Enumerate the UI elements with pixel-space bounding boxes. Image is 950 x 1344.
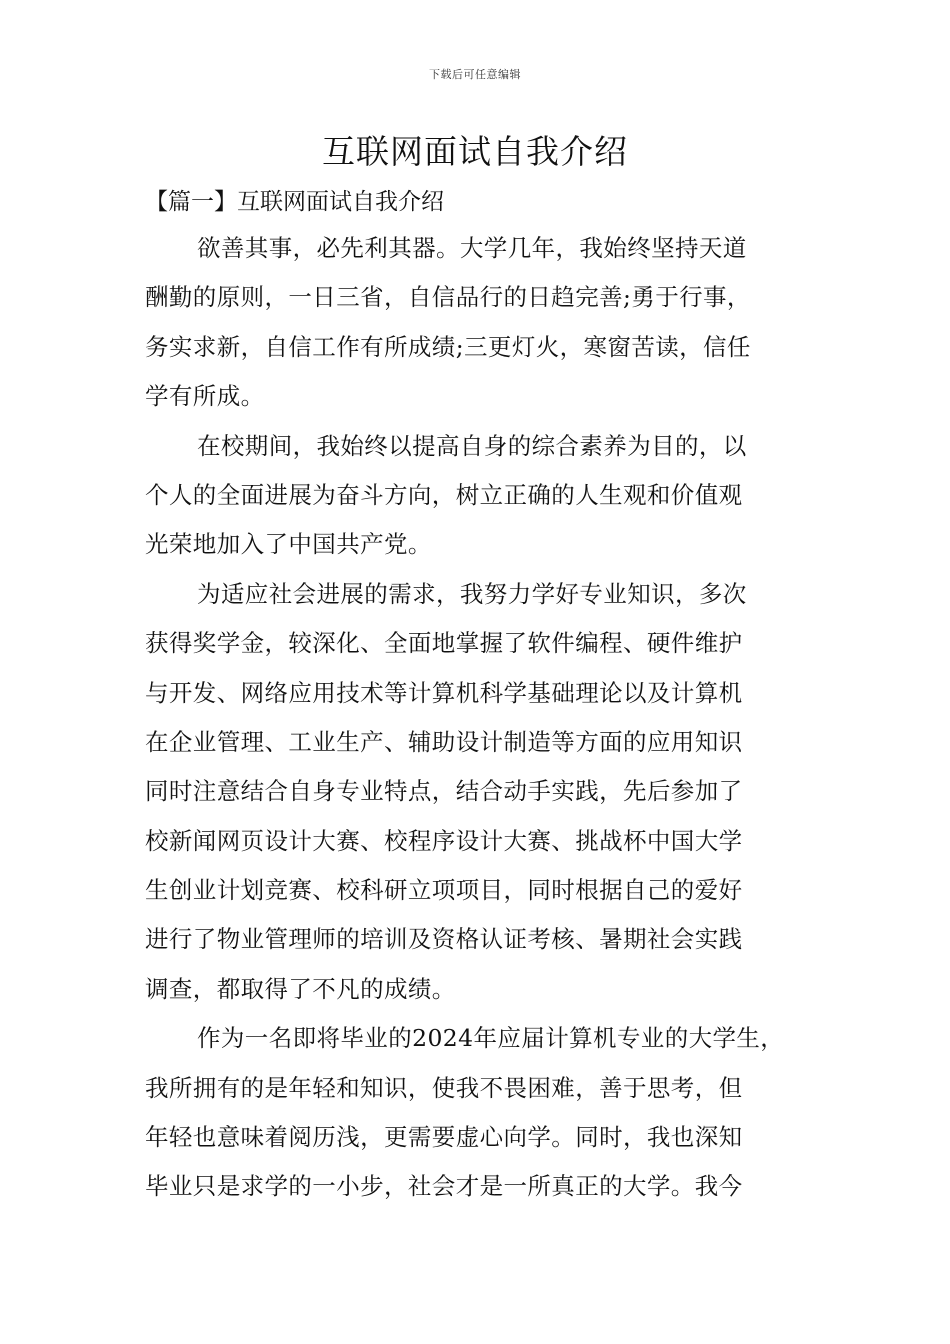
document-title: 互联网面试自我介绍: [322, 132, 628, 171]
paragraph-line: 同时注意结合自身专业特点，结合动手实践，先后参加了: [145, 777, 743, 806]
header-note: 下载后可任意编辑: [429, 68, 521, 81]
paragraph-line: 调查，都取得了不凡的成绩。: [145, 974, 456, 1003]
paragraph-line: 作为一名即将毕业的2024年应届计算机专业的大学生，: [197, 1024, 785, 1053]
paragraph-line: 酬勤的原则，一日三省，自信品行的日趋完善;勇于行事，: [145, 283, 751, 312]
section-heading: 【篇一】互联网面试自我介绍: [145, 189, 444, 215]
paragraph-line: 年轻也意味着阅历浅，更需要虚心向学。同时，我也深知: [145, 1123, 743, 1152]
body-text: [145, 224, 807, 1212]
paragraph-line: 在企业管理、工业生产、辅助设计制造等方面的应用知识: [145, 727, 743, 756]
paragraph-line: 校新闻网页设计大赛、校程序设计大赛、挑战杯中国大学: [145, 826, 743, 855]
paragraph-line: 务实求新，自信工作有所成绩;三更灯火，寒窗苦读，信任: [145, 332, 751, 361]
paragraph-line: 欲善其事，必先利其器。大学几年，我始终坚持天道: [197, 234, 747, 262]
paragraph-line: 学有所成。: [145, 382, 265, 411]
paragraph-line: 个人的全面进展为奋斗方向，树立正确的人生观和价值观: [145, 480, 743, 509]
paragraph-line: 进行了物业管理师的培训及资格认证考核、暑期社会实践: [145, 925, 743, 954]
paragraph-line: 与开发、网络应用技术等计算机科学基础理论以及计算机: [145, 678, 743, 707]
paragraph-line: 毕业只是求学的一小步，社会才是一所真正的大学。我今: [145, 1172, 743, 1201]
paragraph-line: 光荣地加入了中国共产党。: [145, 530, 432, 559]
paragraph-line: 生创业计划竞赛、校科研立项项目，同时根据自己的爱好: [145, 876, 743, 905]
paragraph-line: 我所拥有的是年轻和知识，使我不畏困难，善于思考，但: [145, 1073, 743, 1102]
paragraph-line: 在校期间，我始终以提高自身的综合素养为目的，以: [197, 431, 747, 460]
paragraph-line: 为适应社会进展的需求，我努力学好专业知识，多次: [197, 579, 747, 608]
paragraph-line: 获得奖学金，较深化、全面地掌握了软件编程、硬件维护: [145, 629, 743, 658]
